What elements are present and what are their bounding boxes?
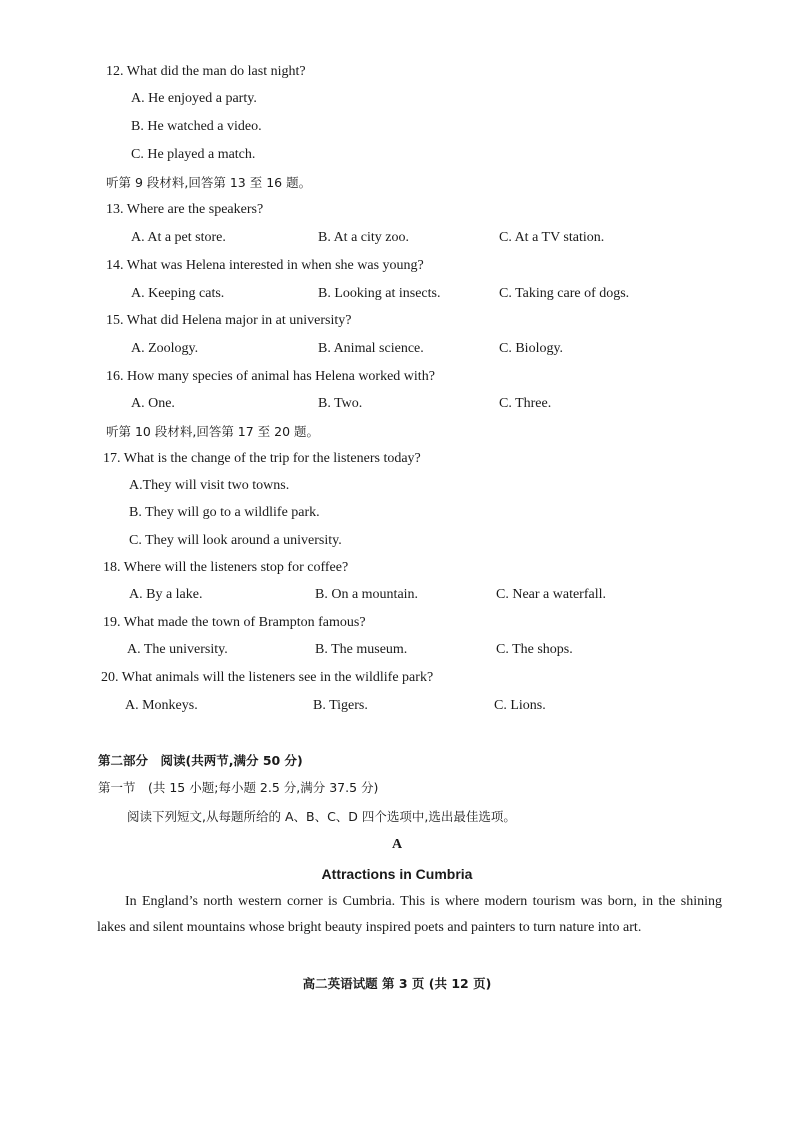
question-20: 20. What animals will the listeners see in the wildlife park? — [101, 670, 434, 685]
option-20a: A. Monkeys. — [125, 698, 198, 713]
option-15c: C. Biology. — [499, 341, 564, 356]
question-12: 12. What did the man do last night? — [106, 64, 306, 79]
option-16b: B. Two. — [318, 396, 363, 411]
option-12c: C. He played a match. — [131, 147, 256, 162]
option-18a: A. By a lake. — [129, 587, 203, 602]
part2-section1: 第一节 (共 15 小题;每小题 2.5 分,满分 37.5 分) — [98, 780, 379, 795]
option-15a: A. Zoology. — [131, 341, 199, 356]
question-15: 15. What did Helena major in at university? — [106, 313, 352, 328]
question-18: 18. Where will the listeners stop for coffee? — [103, 560, 349, 575]
section-instruction-10: 听第 10 段材料,回答第 17 至 20 题。 — [106, 424, 320, 439]
option-17a: A.They will visit two towns. — [129, 478, 290, 493]
option-13a: A. At a pet store. — [131, 230, 226, 245]
part2-instruction: 阅读下列短文,从每题所给的 A、B、C、D 四个选项中,选出最佳选项。 — [127, 809, 516, 824]
option-12a: A. He enjoyed a party. — [131, 91, 257, 106]
passage-title: Attractions in Cumbria — [321, 866, 473, 882]
option-18c: C. Near a waterfall. — [496, 587, 606, 602]
option-14a: A. Keeping cats. — [131, 286, 225, 301]
option-20b: B. Tigers. — [313, 698, 368, 713]
option-14b: B. Looking at insects. — [318, 286, 441, 301]
option-17b: B. They will go to a wildlife park. — [129, 505, 320, 520]
option-19c: C. The shops. — [496, 642, 573, 657]
option-16a: A. One. — [131, 396, 175, 411]
question-17: 17. What is the change of the trip for the listeners today? — [103, 451, 421, 466]
option-14c: C. Taking care of dogs. — [499, 286, 630, 301]
option-18b: B. On a mountain. — [315, 587, 419, 602]
part2-title: 第二部分 阅读(共两节,满分 50 分) — [98, 753, 303, 768]
option-15b: B. Animal science. — [318, 341, 424, 356]
question-16: 16. How many species of animal has Helena worked with? — [106, 369, 435, 384]
option-13c: C. At a TV station. — [499, 230, 605, 245]
question-13: 13. Where are the speakers? — [106, 202, 264, 217]
option-17c: C. They will look around a university. — [129, 533, 342, 548]
option-12b: B. He watched a video. — [131, 119, 262, 134]
passage-paragraph: In England’s north western corner is Cumbria. This is where modern tourism was born, in the shining lakes and silent mountains whose bright beauty inspired poets and painters to turn nature into art. — [97, 894, 722, 935]
option-20c: C. Lions. — [494, 698, 546, 713]
question-19: 19. What made the town of Brampton famous? — [103, 615, 366, 630]
question-14: 14. What was Helena interested in when she was young? — [106, 258, 424, 273]
option-16c: C. Three. — [499, 396, 552, 411]
page-footer: 高二英语试题 第 3 页 (共 12 页) — [302, 976, 492, 991]
option-13b: B. At a city zoo. — [318, 230, 409, 245]
section-instruction-9: 听第 9 段材料,回答第 13 至 16 题。 — [106, 175, 312, 190]
option-19a: A. The university. — [127, 642, 228, 657]
option-19b: B. The museum. — [315, 642, 408, 657]
passage-letter: A — [391, 837, 403, 852]
